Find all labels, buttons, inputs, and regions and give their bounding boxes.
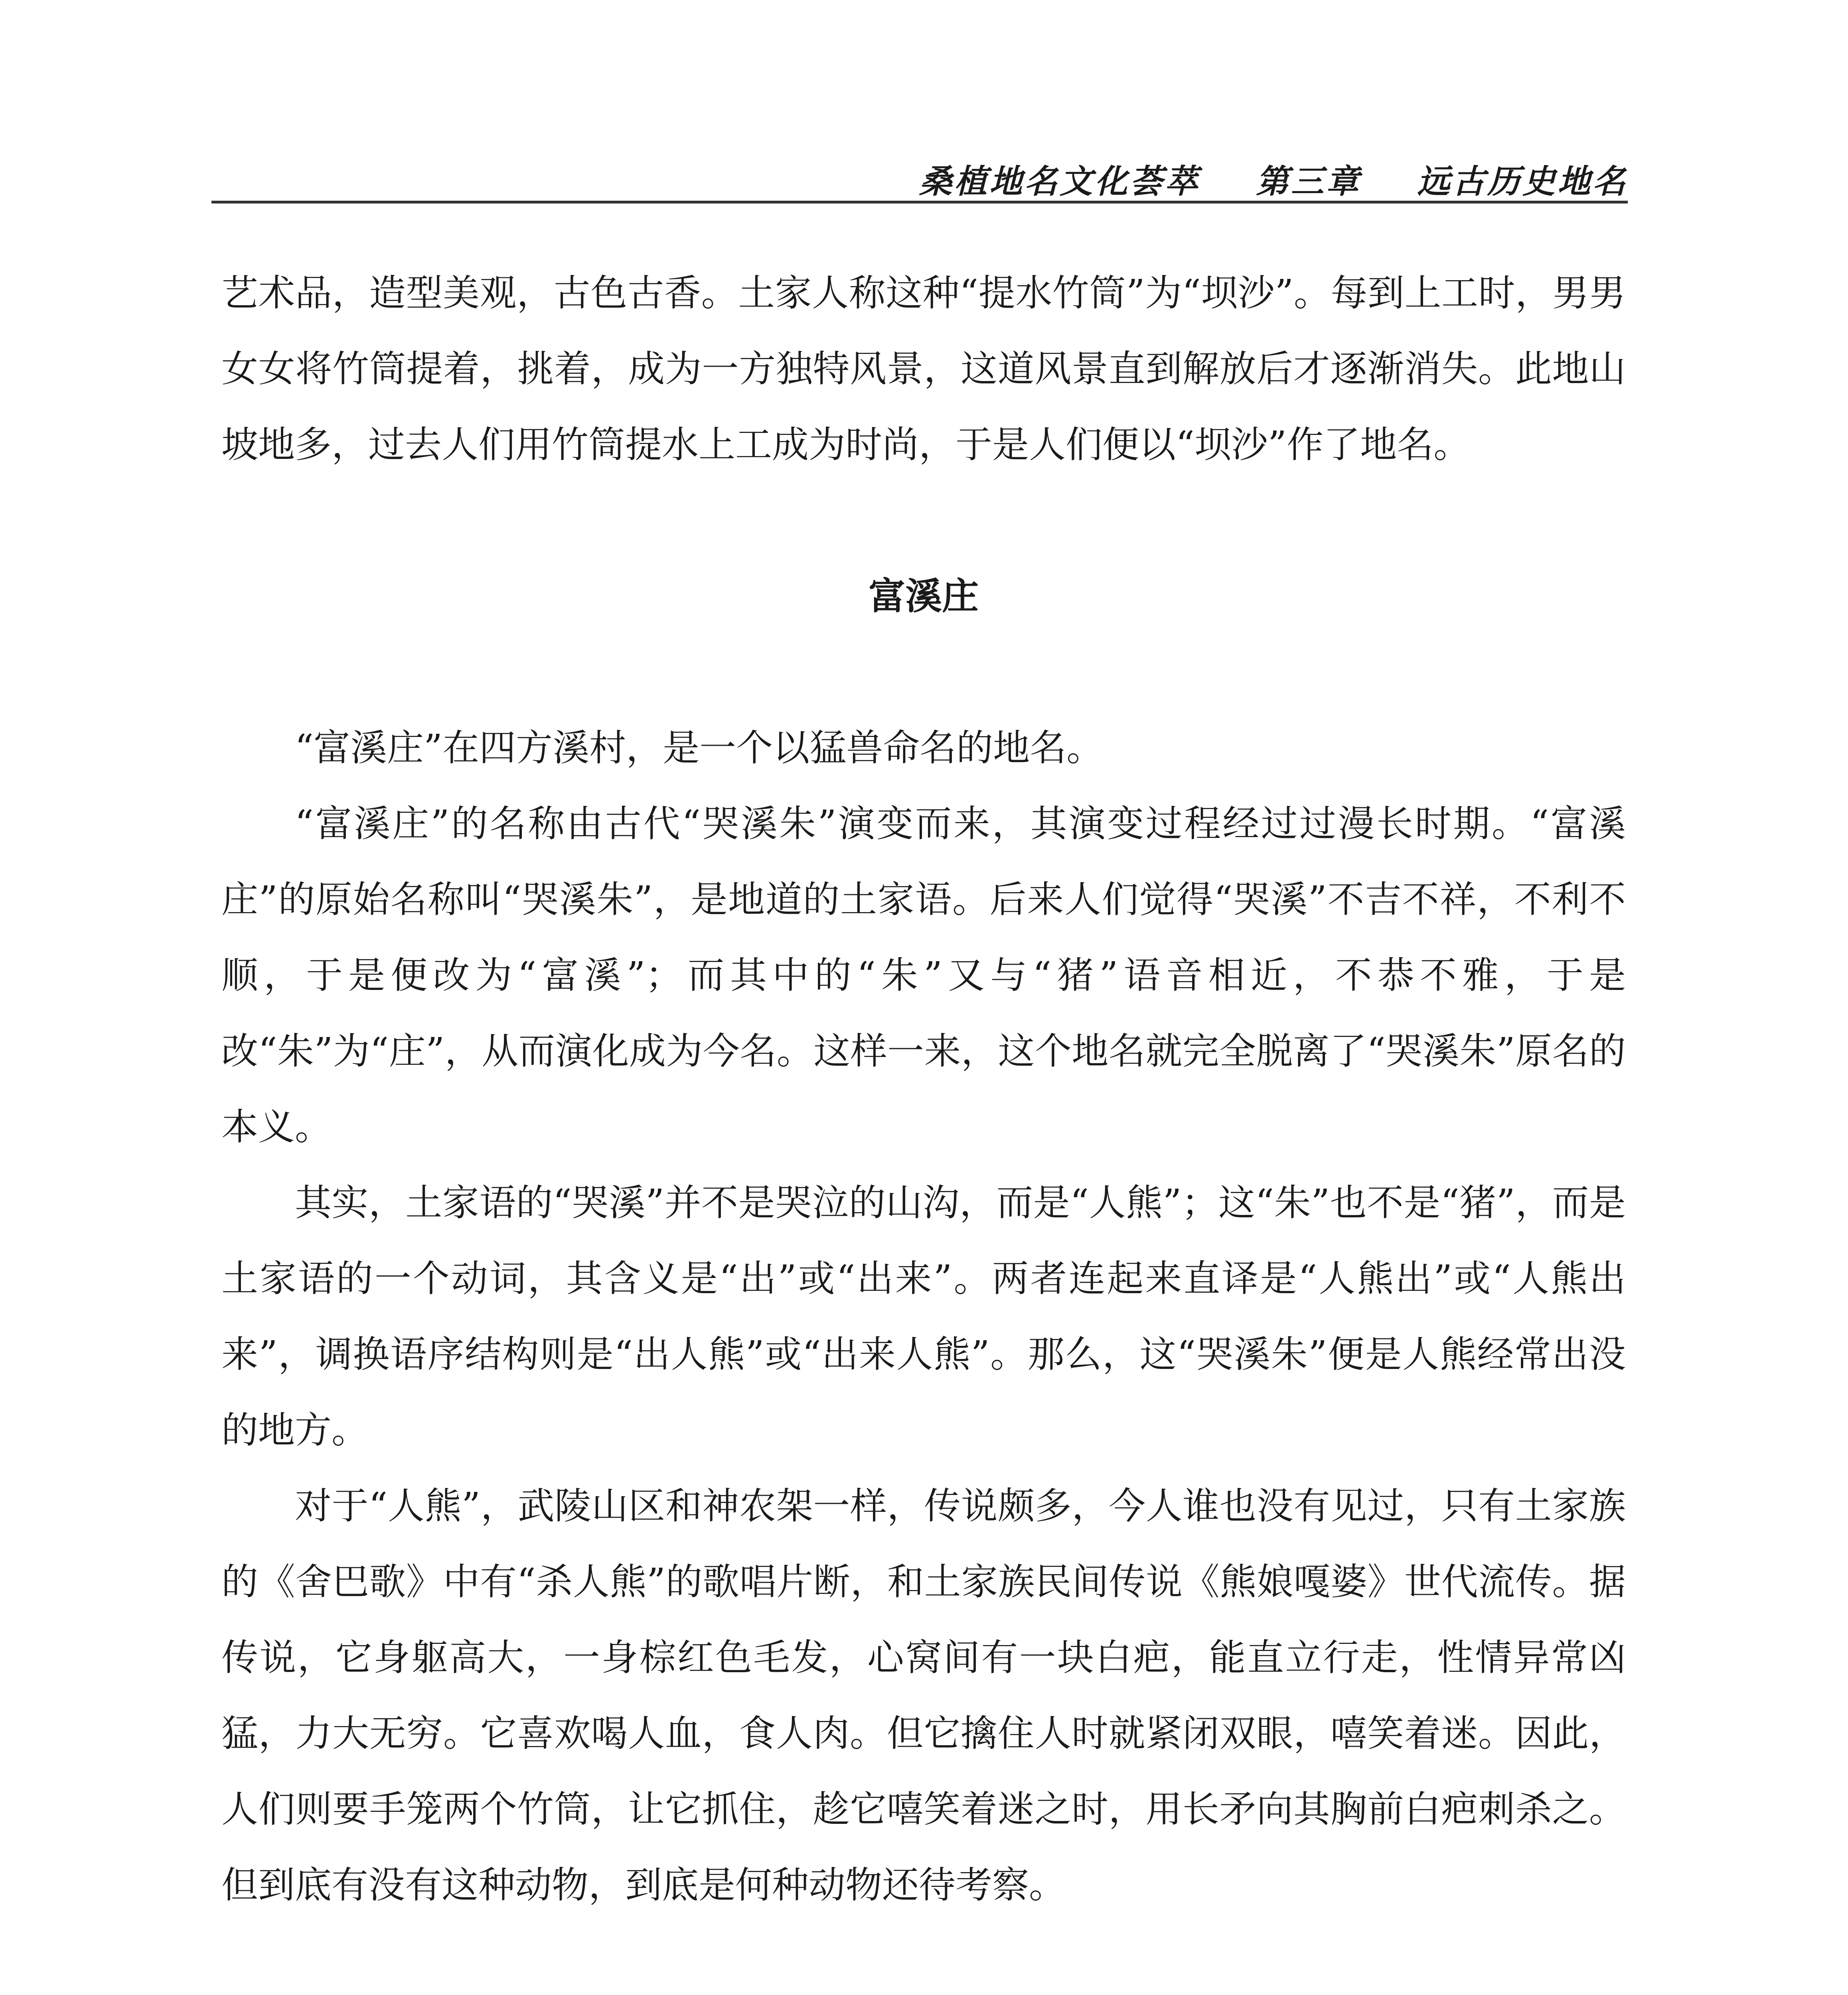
running-header [211, 148, 1628, 203]
paragraph: “富溪庄”在四方溪村，是一个以猛兽命名的地名。 [295, 727, 1104, 769]
intro-paragraph: 艺术品，造型美观，古色古香。土家人称这种“提水竹筒”为“坝沙”。每到上工时，男男女女将竹筒提着，挑着，成为一方独特风景，这道风景直到解放后才逐渐消失。此地山坡地多，过去人们用竹筒提水上工成为时尚，于是人们便以“坝沙”作了地名。 [221, 272, 1626, 466]
spacer [221, 634, 1626, 710]
paragraph: “富溪庄”的名称由古代“哭溪朱”演变而来，其演变过程经过过漫长时期。“富溪庄”的原始名称叫“哭溪朱”，是地道的土家语。后来人们觉得“哭溪”不吉不祥，不利不顺，于是便改为“富溪”；而其中的“朱”又与“猪”语音相近，不恭不雅，于是改“朱”为“庄”，从而演化成为今名。这样一来，这个地名就完全脱离了“哭溪朱”原名的本义。 [221, 802, 1626, 1148]
spacer [221, 1923, 1626, 1995]
header-book-title: 桑植地名文化荟萃 [919, 163, 1200, 201]
paragraph: 其实，土家语的“哭溪”并不是哭泣的山沟，而是“人熊”；这“朱”也不是“猪”，而是土家语的一个动词，其含义是“出”或“出来”。两者连起来直译是“人熊出”或“人熊出来”，调换语序结构则是“出人熊”或“出来人熊”。那么，这“哭溪朱”便是人熊经常出没的地方。 [221, 1181, 1626, 1452]
header-rule [211, 201, 1628, 203]
paragraph: 对于“人熊”，武陵山区和神农架一样，传说颇多，今人谁也没有见过，只有土家族的《舍巴歌》中有“杀人熊”的歌唱片断，和土家族民间传说《熊娘嘎婆》世代流传。据传说，它身躯高大，一身棕红色毛发，心窝间有一块白疤，能直立行走，性情异常凶猛，力大无穷。它喜欢喝人血，食人肉。但它擒住人时就紧闭双眼，嘻笑着迷。因此，人们则要手笼两个竹筒，让它抓住，趁它嘻笑着迷之时，用长矛向其胸前白疤刺杀之。但到底有没有这种动物，到底是何种动物还待考察。 [221, 1485, 1626, 1906]
section-title-fuxizhuang: 富溪庄 [868, 575, 979, 618]
header-chapter: 第三章 [1256, 163, 1361, 201]
spacer [221, 483, 1626, 559]
header-text [863, 156, 1628, 202]
header-chapter-title: 远古历史地名 [1417, 163, 1628, 201]
page-body [221, 255, 1626, 1995]
